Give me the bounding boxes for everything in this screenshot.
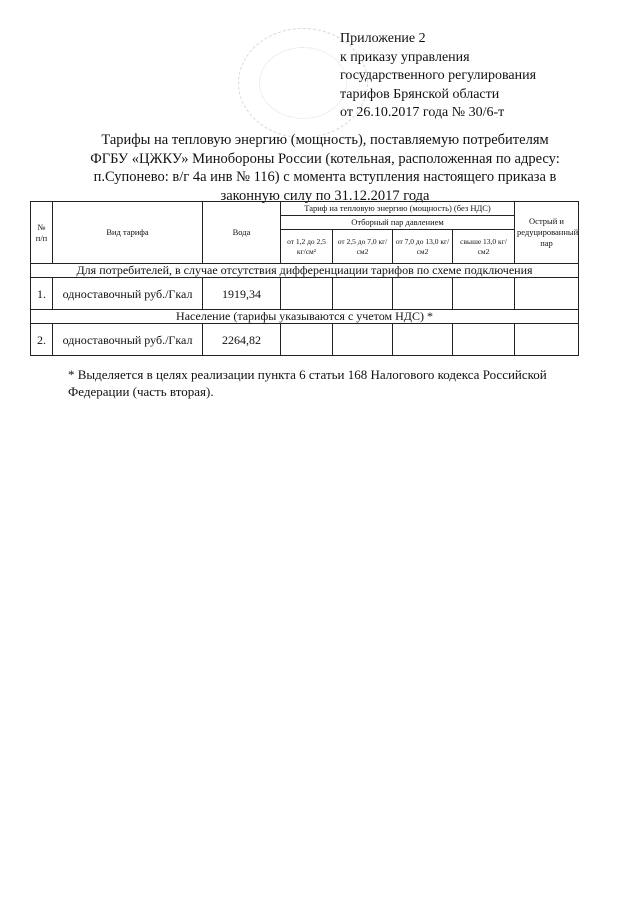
footnote: * Выделяется в целях реализации пункта 6 статьи 168 Налогового кодекса Российской Федерации (часть вторая).	[68, 367, 547, 399]
row-2-cell	[333, 324, 393, 356]
row-1-cell	[333, 278, 393, 310]
appendix-line-5: от 26.10.2017 года № 30/6-т	[340, 105, 505, 120]
header-pressure-2: от 2,5 до 7,0 кг/см2	[333, 230, 393, 264]
header-pressure-4: свыше 13,0 кг/см2	[453, 230, 515, 264]
appendix-line-2: к приказу управления	[340, 49, 470, 65]
row-1-cell	[393, 278, 453, 310]
row-1-cell	[515, 278, 579, 310]
appendix-block	[340, 30, 536, 123]
row-1-type: одноставочный руб./Гкал	[53, 278, 203, 310]
row-1-num: 1.	[31, 278, 53, 310]
row-1-water: 1919,34	[203, 278, 281, 310]
tariff-table	[30, 201, 579, 356]
row-1-cell	[281, 278, 333, 310]
header-pressure-1: от 1,2 до 2,5 кг/см²	[281, 230, 333, 264]
row-2-cell	[453, 324, 515, 356]
header-pressure-3: от 7,0 до 13,0 кг/см2	[393, 230, 453, 264]
section-title-population: Население (тарифы указываются с учетом НДС) *	[31, 310, 579, 324]
appendix-line-4: тарифов Брянской области	[340, 86, 500, 102]
row-1-cell	[453, 278, 515, 310]
row-2-type: одноставочный руб./Гкал	[53, 324, 203, 356]
header-reduced-steam: Острый и редуцированный пар	[515, 202, 579, 264]
header-tariff-type: Вид тарифа	[53, 202, 203, 264]
title-line-4: законную силу по 31.12.2017 года	[220, 187, 430, 204]
header-tariff-group: Тариф на тепловую энергию (мощность) (без НДС)	[281, 202, 515, 216]
section-title-consumers: Для потребителей, в случае отсутствия дифференциации тарифов по схеме подключения	[31, 264, 579, 278]
title-line-3: п.Супонево: в/г 4а инв № 116) с момента вступления настоящего приказа в	[93, 169, 557, 185]
header-water: Вода	[203, 202, 281, 264]
header-steam-group: Отборный пар давлением	[281, 216, 515, 230]
title-line-1: Тарифы на тепловую энергию (мощность), поставляемую потребителям	[101, 132, 549, 148]
row-2-cell	[515, 324, 579, 356]
header-num: № п/п	[31, 202, 53, 264]
row-2-water: 2264,82	[203, 324, 281, 356]
row-2-cell	[281, 324, 333, 356]
document-title	[40, 131, 610, 205]
appendix-line-3: государственного регулирования	[340, 68, 537, 83]
row-2-num: 2.	[31, 324, 53, 356]
title-line-2: ФГБУ «ЦЖКУ» Минобороны России (котельная, расположенная по адресу:	[90, 150, 560, 167]
row-2-cell	[393, 324, 453, 356]
appendix-line-1: Приложение 2	[340, 31, 426, 46]
